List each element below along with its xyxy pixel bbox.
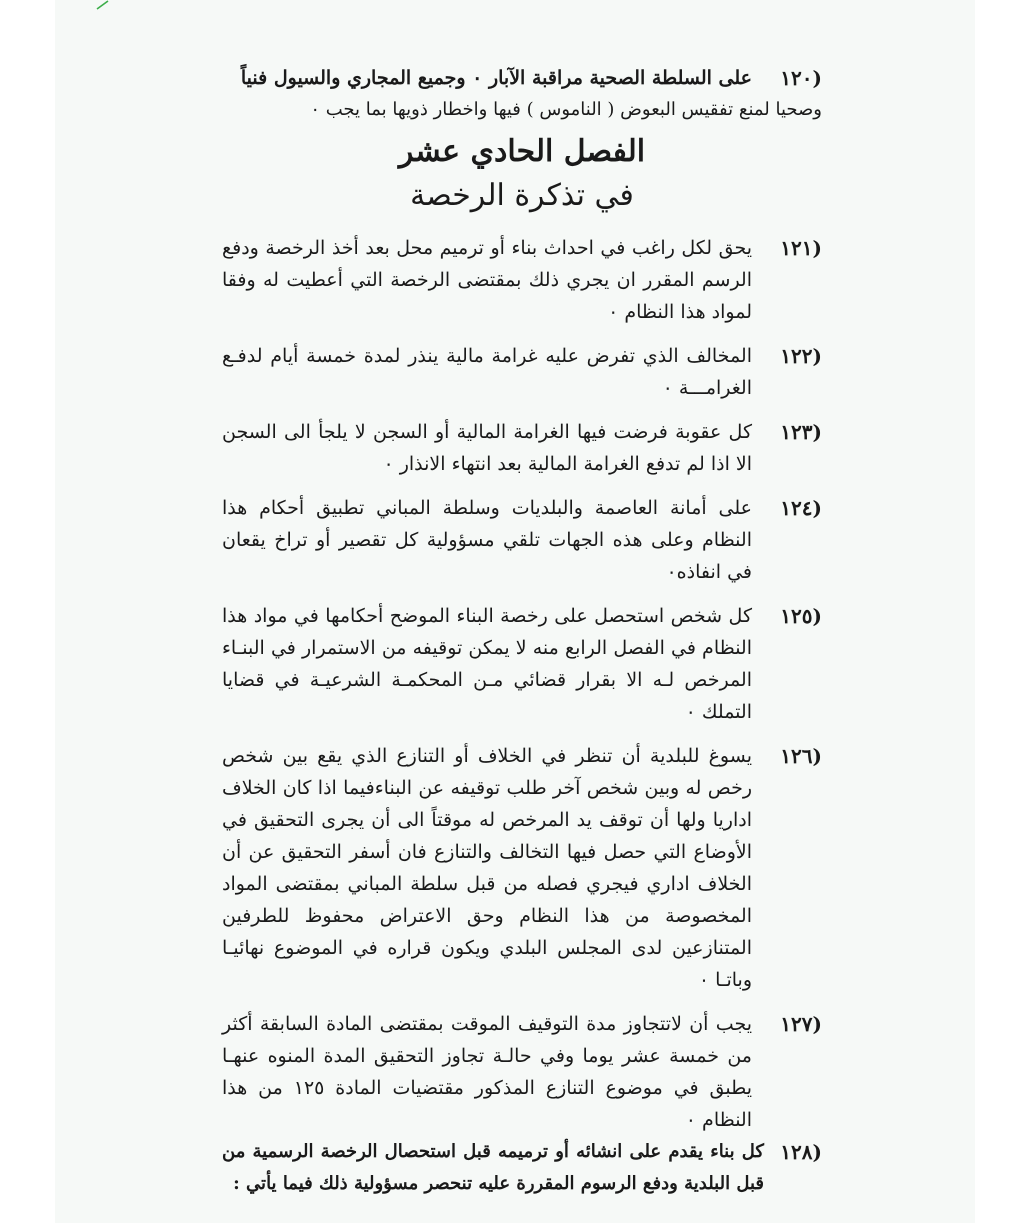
article-128 [222,1136,822,1200]
article-121 [222,232,822,328]
article-123 [222,416,822,480]
document-page [222,62,822,1200]
article-number: (١٢٨ [780,1140,822,1164]
article-number: (١٢٧ [780,1012,822,1036]
article-number: (١٢٥ [780,604,822,628]
article-126 [222,740,822,996]
article-text: كل شخص استحصل على رخصة البناء الموضح أحكامها في مواد هذا النظام في الفصل الرابع منه لا يمكن توقيفه من الاستمرار في البنـاء المرخص لـه الا بقرار قضائي مـن المحكمـة الشرعيـة في قضايا التملك ٠ [222,605,752,723]
article-125 [222,600,822,728]
article-number: (١٢٦ [780,744,822,768]
article-text: المخالف الذي تفرض عليه غرامة مالية ينذر لمدة خمسة أيام لدفـع الغرامـــة ٠ [222,345,752,399]
corner-mark-icon [96,0,110,10]
article-127 [222,1008,822,1136]
article-124 [222,492,822,588]
article-text: على أمانة العاصمة والبلديات وسلطة المباني تطبيق أحكام هذا النظام وعلى هذه الجهات تلقي مسؤولية كل تقصير أو تراخ يقعان في انفاذه٠ [222,497,752,583]
article-number: (١٢٠ [780,66,822,90]
article-text: يحق لكل راغب في احداث بناء أو ترميم محل بعد أخذ الرخصة ودفع الرسم المقرر ان يجري ذلك بمقتضى الرخصة التي أعطيت له وفقا لمواد هذا النظام ٠ [222,237,752,323]
article-number: (١٢٣ [780,420,822,444]
article-120 [222,62,822,126]
article-text-line2: وصحيا لمنع تفقيس البعوض ( الناموس ) فيها واخطار ذويها بما يجب ٠ [310,99,822,120]
article-text-line1: على السلطة الصحية مراقبة الآبار ٠ وجميع المجاري والسيول فنياً [240,67,752,89]
chapter-title: الفصل الحادي عشر [398,134,646,169]
article-text: كل بناء يقدم على انشائه أو ترميمه قبل استحصال الرخصة الرسمية من قبل البلدية ودفع الرسوم المقررة عليه تنحصر مسؤولية ذلك فيما يأتي : [222,1141,764,1194]
article-text: يسوغ للبلدية أن تنظر في الخلاف أو التنازع الذي يقع بين شخص رخص له وبين شخص آخر طلب توقيفه عن البناءفيما اذا كان الخلاف اداريا ولها أن توقف يد المرخص له موقتاً الى أن يجرى التحقيق في الأوضاع التي حصل فيها التخالف والتنازع فان أسفر التحقيق عن أن الخلاف اداري فيجري فصله من قبل سلطة المباني بمقتضى المواد المخصوصة من هذا النظام وحق الاعتراض محفوظ للطرفين المتنازعين لدى المجلس البلدي ويكون قراره في الموضوع نهائيـا وباتـا ٠ [222,745,752,991]
article-text: كل عقوبة فرضت فيها الغرامة المالية أو السجن لا يلجأ الى السجن الا اذا لم تدفع الغرامة المالية بعد انتهاء الانذار ٠ [222,421,752,475]
article-number: (١٢١ [780,236,822,260]
article-number: (١٢٤ [780,496,822,520]
article-number: (١٢٢ [780,344,822,368]
article-text: يجب أن لاتتجاوز مدة التوقيف الموقت بمقتضى المادة السابقة أكثر من خمسة عشر يوما وفي حالـة تجاوز التحقيق المدة المنوه عنهـا يطبق في موضوع التنازع المذكور مقتضيات المادة ١٢٥ من هذا النظام ٠ [222,1013,752,1131]
chapter-subtitle: في تذكرة الرخصة [410,178,634,213]
article-122 [222,340,822,404]
